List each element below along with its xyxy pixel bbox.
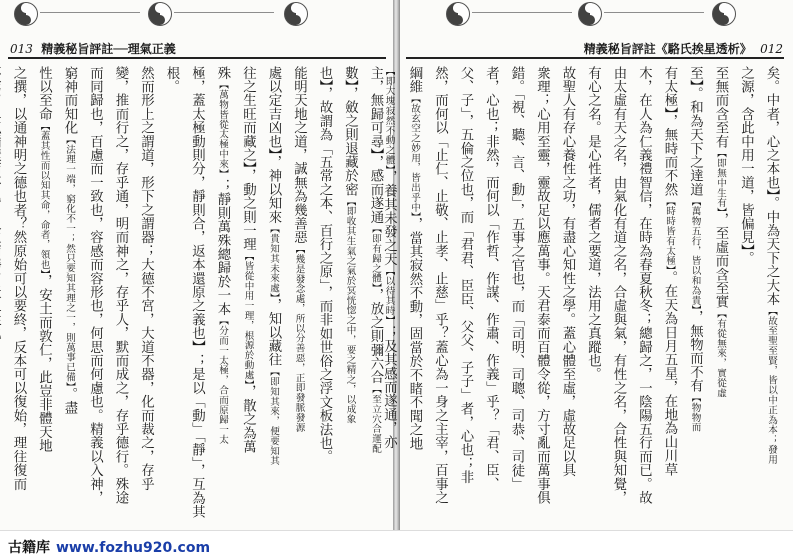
footer-watermark	[8, 537, 210, 557]
text-column: 至】。和為天下之達道【萬物五行，皆以和為貴】，無物而不有【物物而	[687, 66, 703, 433]
text-column: 錯。「視、聽、言、動」，五事之官也，而「司明、司聰、司恭、司徒」	[509, 66, 524, 491]
right-running-header	[584, 40, 783, 57]
text-column: 也】，故謂為「五常之本、百行之原」，而非如世俗之浮文板法也。	[317, 66, 332, 464]
text-column: 木，在人為仁義禮智信，在時為春夏秋冬；總歸之，一陰陽五行而已。故	[636, 66, 652, 505]
text-column: 之撰，以通神明之德也者？然原始可以要終，反本可以復始，理往復而	[11, 66, 26, 491]
decorative-line	[40, 12, 140, 13]
text-column: 處以定吉凶也】，神以知來【貴知其未來處】，知以藏往【即知其來，便要知其	[266, 66, 281, 466]
text-column: 由太虛有天之名，由氣化有道之名，合虛與氣，有性之名，合性與知覺，	[611, 66, 626, 505]
text-column: 往之生旺而藏之】，動之則一理【皆從中用一理，根源於動處】，散之為萬	[240, 66, 256, 454]
yin-yang-icon	[14, 2, 38, 26]
yin-yang-icon	[148, 2, 172, 26]
left-page	[0, 0, 393, 530]
left-page-number: 013	[10, 42, 33, 56]
text-column: 窮神而知化【法理一端，窮化不一；然只要知其理之一，則萬事已備】。盡	[62, 66, 77, 415]
text-column: 者，心也；非然，而何以「作哲、作謀、作肅、作義」乎？「君、臣、	[483, 66, 499, 491]
decorative-line	[174, 12, 274, 13]
text-column: 故聖人有存心養性之功，有盡心知性之學。蓋心體至虛，虛故足以具	[560, 66, 575, 477]
right-header-rule	[406, 57, 784, 59]
text-column: 數】，斂之則退藏於密【即收其生氣之氣於冥恍惚之中，要之精之，以成象	[342, 66, 358, 425]
text-column: 然，而何以「止仁、止敬、止孝、止慈」乎？蓋心為一身之主宰，百事之	[432, 66, 448, 505]
text-column: 父、子」，五倫之位也，而「君君、臣臣、父父、子子」者，心也；非	[458, 66, 473, 484]
text-column: 衆理；心用至靈，靈故足以應萬事。天君泰而百體令從，方寸亂而萬事俱	[534, 66, 550, 505]
text-column: 【即大塊寂然不動之體】，養其未發之天【以待其時】；及其感而遂通，亦	[381, 66, 397, 449]
text-column: 變，推而行之，存乎通，明而神之，存乎人，默而成之，存乎德行。殊途	[113, 66, 128, 505]
left-header-rule	[8, 57, 386, 59]
text-column: 性以至命【蓋其性而以知其命，命者，領也】，安土而敦仁，此豈非體天地	[36, 66, 52, 453]
yin-yang-icon	[712, 2, 736, 26]
text-column: 有太極】，無時而不然【時時皆有太極】。在天為日月五星，在地為山川草	[662, 66, 677, 477]
text-column: 有心之名。是心性者，儒者之要道，法用之真蹤也。	[585, 66, 601, 382]
decorative-line	[472, 12, 572, 13]
footer-url[interactable]: www.fozhu920.com	[56, 540, 211, 556]
right-page	[381, 0, 793, 530]
footer-brand-name: 古籍库	[8, 540, 50, 556]
text-column: 之源，含此中用一道，皆偏見】。	[738, 66, 754, 265]
text-column: 而同歸也，百慮而一致也，容感而容形也，何思而何慮也。精義以入神，	[87, 66, 103, 505]
text-column: 能明天地之道，誠無為幾善惡【幾是發念處，所以分善惡，正即發脈發源	[291, 66, 307, 433]
right-running-title: 精義秘旨評註《駱氏挨星透析》	[583, 42, 752, 56]
text-column: 矣。中者，心之本也】。中為天下之大本【故至聖至賢，皆以中正為本；發用	[764, 66, 779, 465]
left-body-text	[12, 66, 388, 524]
right-page-number: 012	[760, 42, 783, 56]
right-body-text	[381, 66, 784, 524]
text-column: 至無而含至有【即無中生有】，至虛而含至實【有從無來，實從虛	[713, 66, 728, 398]
yin-yang-icon	[446, 2, 470, 26]
left-running-header	[10, 40, 176, 57]
yin-yang-icon	[578, 2, 602, 26]
text-column: 綱維【故玄空之妙用，皆出乎中】，當其寂然不動，固當於不睹不聞之地	[407, 66, 422, 451]
footer-bar	[0, 530, 793, 560]
left-running-title: 精義秘旨評註──理氣正義	[41, 42, 176, 56]
text-column: 極，蓋太極動則分，靜則合，返本還原之義也】；是以「動」「靜」，互為其根。	[164, 66, 205, 519]
text-column: 主，無歸可尋】，感而遂通【即有歸之體】，放之則彌六合【至立穴合運配	[368, 66, 383, 454]
text-column: 然而形上之謂道，形下之謂器；大德不宮，大道不器，化而裁之，存乎	[138, 66, 154, 491]
decorative-line	[604, 12, 704, 13]
text-column	[0, 66, 6, 524]
text-column: 殊【萬物皆從太極中來】；靜則萬殊總歸於一本【分而一太極，合而原歸一太	[215, 66, 230, 445]
yin-yang-icon	[284, 2, 308, 26]
